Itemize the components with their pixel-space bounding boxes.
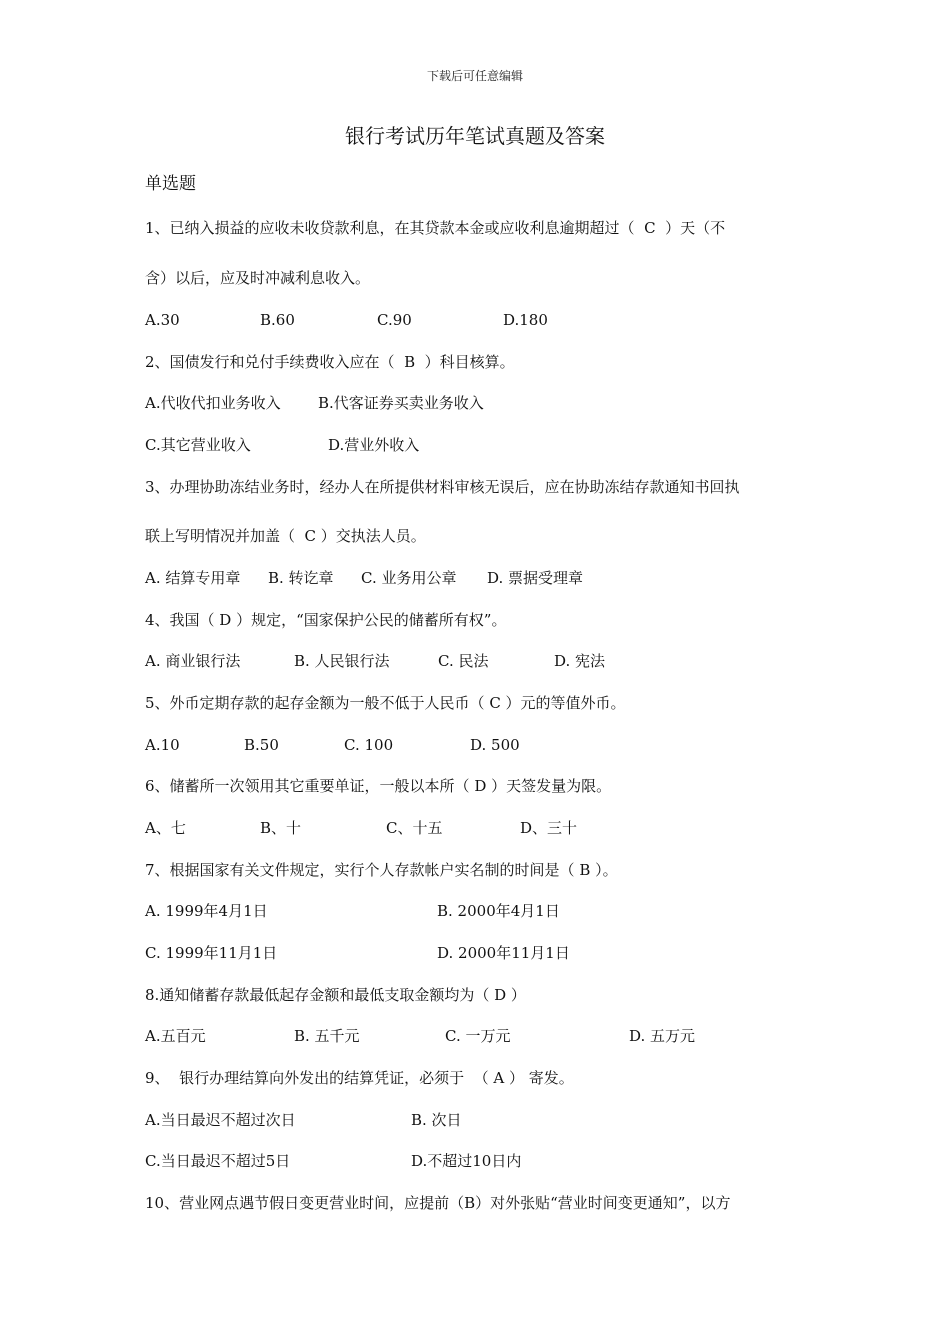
q9-option-b: B. 次日 [411,1111,462,1129]
q1-option-d: D.180 [503,311,548,329]
q3-option-b: B. 转讫章 [268,569,334,587]
q3-option-d: D. 票据受理章 [487,569,584,587]
q6-option-c: C、十五 [386,819,443,837]
section-heading: 单选题 [145,174,196,194]
q6-option-b: B、十 [260,819,302,837]
question-5-line-1: 5、外币定期存款的起存金额为一般不低于人民币（ C ）元的等值外币。 [145,694,626,712]
question-2-line-1: 2、国债发行和兑付手续费收入应在（ B ）科目核算。 [145,353,515,371]
question-7-line-1: 7、根据国家有关文件规定，实行个人存款帐户实名制的时间是（ B ）。 [145,861,618,879]
q2-option-c: C.其它营业收入 [145,436,251,454]
q5-option-d: D. 500 [470,736,520,754]
question-3-line-1: 3、办理协助冻结业务时，经办人在所提供材料审核无误后，应在协助冻结存款通知书回执 [145,478,740,496]
q5-option-a: A.10 [145,736,180,754]
page-title: 银行考试历年笔试真题及答案 [345,124,605,148]
q5-option-b: B.50 [244,736,279,754]
q7-option-a: A. 1999年4月1日 [145,902,268,920]
q7-option-c: C. 1999年11月1日 [145,944,278,962]
q3-option-a: A. 结算专用章 [145,569,241,587]
q8-option-b: B. 五千元 [294,1027,360,1045]
question-8-line-1: 8.通知储蓄存款最低起存金额和最低支取金额均为（ D ） [145,986,526,1004]
q1-option-c: C.90 [377,311,412,329]
q5-option-c: C. 100 [344,736,394,754]
q7-option-b: B. 2000年4月1日 [437,902,560,920]
q4-option-b: B. 人民银行法 [294,652,390,670]
question-1-line-2: 含）以后，应及时冲减利息收入。 [145,269,371,287]
q9-option-d: D.不超过10日内 [411,1152,522,1170]
q4-option-a: A. 商业银行法 [145,652,241,670]
question-1-line-1: 1、已纳入损益的应收未收贷款利息，在其贷款本金或应收利息逾期超过（ C ）天（不 [145,219,726,237]
question-4-line-1: 4、我国（ D ）规定，“国家保护公民的储蓄所有权”。 [145,611,507,629]
question-9-line-1: 9、 银行办理结算向外发出的结算凭证，必须于 （ A ） 寄发。 [145,1069,574,1087]
q9-option-c: C.当日最迟不超过5日 [145,1152,291,1170]
question-10-line-1: 10、营业网点遇节假日变更营业时间，应提前（B）对外张贴“营业时间变更通知”，以方 [145,1194,731,1212]
q6-option-a: A、七 [145,819,186,837]
q2-option-a: A.代收代扣业务收入 [145,394,281,412]
q1-option-b: B.60 [260,311,295,329]
q2-option-b: B.代客证券买卖业务收入 [318,394,484,412]
q8-option-a: A.五百元 [145,1027,206,1045]
page-header: 下载后可任意编辑 [426,69,523,83]
q4-option-c: C. 民法 [438,652,489,670]
q8-option-c: C. 一万元 [445,1027,511,1045]
q6-option-d: D、三十 [520,819,578,837]
question-6-line-1: 6、储蓄所一次领用其它重要单证，一般以本所（ D ）天签发量为限。 [145,777,612,795]
q3-option-c: C. 业务用公章 [361,569,457,587]
question-3-line-2: 联上写明情况并加盖（ C ）交执法人员。 [145,527,426,545]
q2-option-d: D.营业外收入 [328,436,420,454]
q1-option-a: A.30 [145,311,180,329]
q7-option-d: D. 2000年11月1日 [437,944,570,962]
q9-option-a: A.当日最迟不超过次日 [145,1111,296,1129]
q4-option-d: D. 宪法 [554,652,606,670]
q8-option-d: D. 五万元 [629,1027,696,1045]
